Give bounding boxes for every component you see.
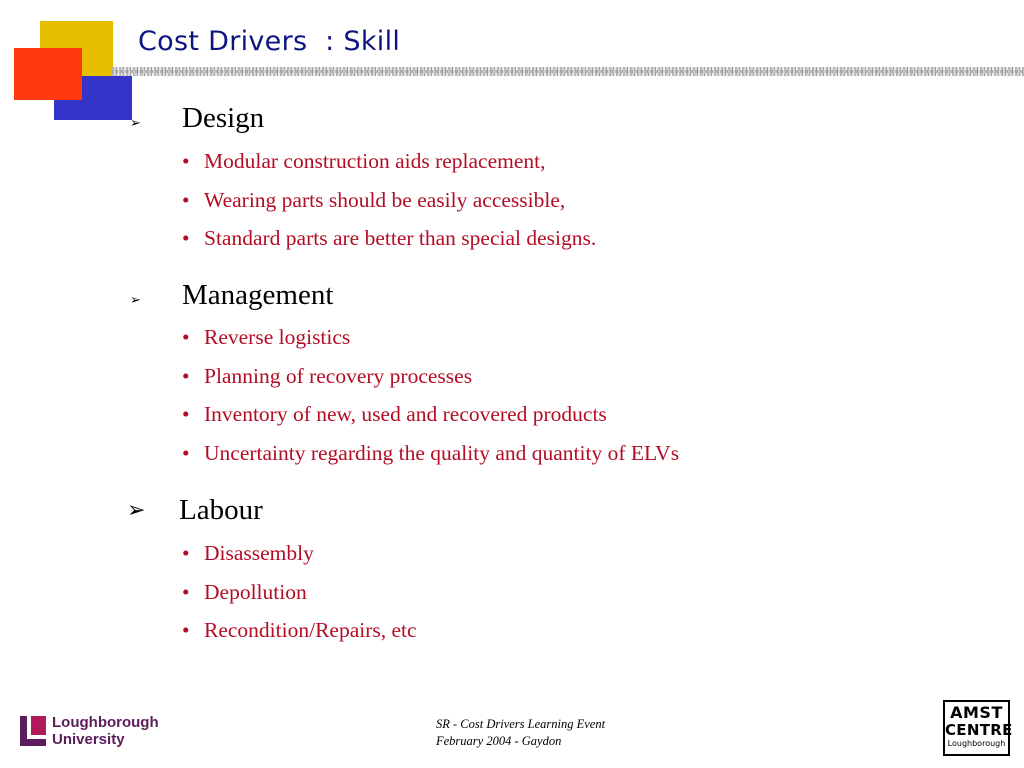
amst-logo-line3: Loughborough — [947, 739, 1006, 748]
section-list-management — [182, 325, 679, 479]
bullet-dot-icon: • — [182, 541, 190, 565]
university-crest-icon — [20, 716, 46, 746]
amst-logo-line1: AMST — [950, 703, 1003, 722]
list-item: • Reverse logistics — [182, 325, 351, 349]
decor-square-red — [14, 48, 82, 100]
list-item: • Uncertainty regarding the quality and quantity of ELVs — [182, 440, 680, 465]
list-item: • Disassembly — [182, 541, 314, 565]
bullet-dot-icon: • — [182, 226, 190, 251]
bullet-dot-icon: • — [182, 325, 190, 349]
bullet-dot-icon: • — [182, 402, 190, 427]
section-list-labour — [182, 541, 417, 657]
list-item: • Planning of recovery processes — [182, 363, 473, 388]
university-name-line1: Loughborough — [52, 714, 159, 731]
list-item: • Recondition/Repairs, etc — [182, 618, 417, 643]
bullet-dot-icon: • — [182, 618, 190, 643]
arrow-bullet-icon: ➢ — [127, 498, 146, 523]
list-item: • Standard parts are better than special designs. — [182, 226, 597, 251]
loughborough-university-logo — [20, 714, 170, 752]
arrow-bullet-icon: ➢ — [130, 116, 141, 131]
bullet-dot-icon: • — [182, 149, 190, 173]
bullet-dot-icon: • — [182, 187, 190, 212]
bullet-dot-icon: • — [182, 579, 190, 604]
slide-title: Cost Drivers : Skill — [138, 26, 401, 57]
university-name-line2: University — [52, 731, 125, 748]
section-heading-management: Management — [182, 279, 334, 311]
amst-logo-line2: CENTRE — [945, 721, 1013, 739]
arrow-bullet-icon: ➢ — [130, 293, 141, 308]
amst-centre-logo — [943, 700, 1013, 756]
list-item: • Modular construction aids replacement, — [182, 149, 546, 173]
bullet-dot-icon: • — [182, 363, 190, 388]
list-item: • Wearing parts should be easily accessible, — [182, 187, 566, 212]
bullet-dot-icon: • — [182, 440, 190, 465]
footer-text — [436, 716, 605, 750]
list-item: • Depollution — [182, 579, 307, 604]
title-divider — [112, 67, 1024, 76]
section-list-design — [182, 149, 596, 265]
section-heading-labour: Labour — [179, 494, 263, 526]
section-heading-design: Design — [182, 102, 265, 134]
footer-line1: SR - Cost Drivers Learning Event — [436, 717, 606, 731]
footer-line2: February 2004 - Gaydon — [436, 734, 562, 748]
list-item: • Inventory of new, used and recovered products — [182, 402, 607, 427]
